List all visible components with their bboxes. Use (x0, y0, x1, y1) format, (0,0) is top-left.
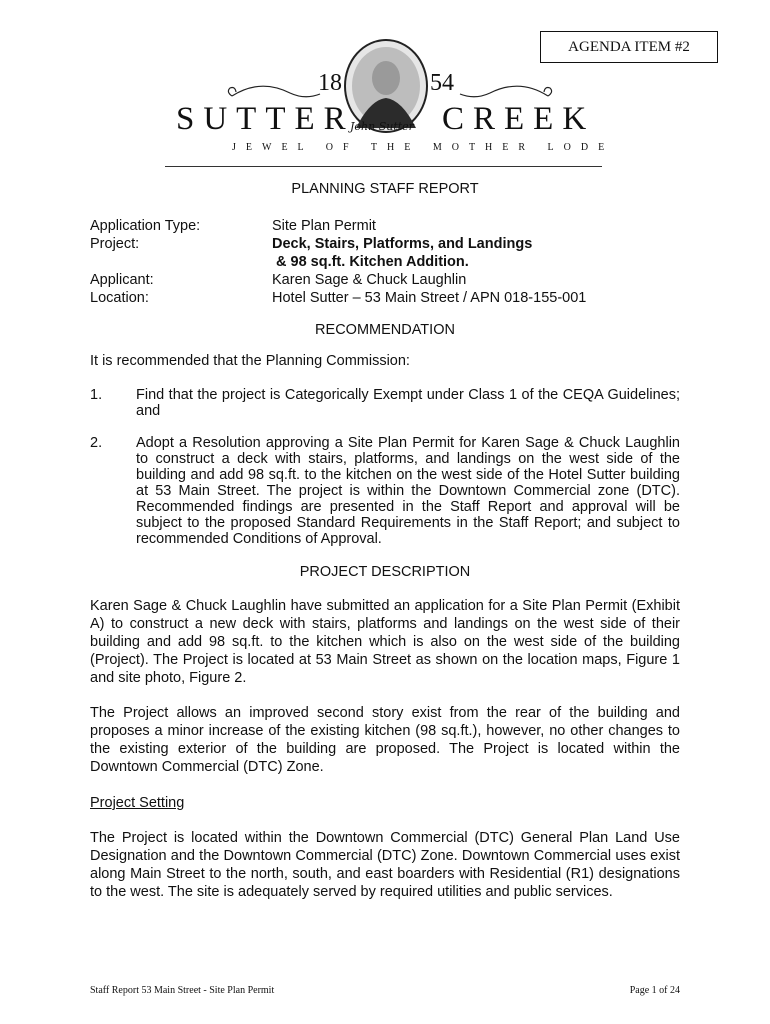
logo-word-sutter: SUTTER (176, 101, 355, 137)
report-title: PLANNING STAFF REPORT (291, 181, 479, 197)
agenda-item-box: AGENDA ITEM #2 (540, 31, 718, 63)
project-setting-para: The Project is located within the Downtown Commercial (DTC) General Plan Land Use Designation and the Downtown Commercial (DTC) Zone. Downtown Commercial uses exist along Main Street to the north, south, and east boarders with Residential (R1) designations to the west. The site is adequately served by required utilities and public services. (90, 830, 680, 900)
logo-year-left: 18 (318, 70, 342, 96)
flourish-right (460, 86, 548, 97)
application-type-label: Application Type: (90, 218, 201, 234)
recommendation-heading: RECOMMENDATION (315, 322, 455, 338)
project-label: Project: (90, 236, 140, 252)
project-description-para2: The Project allows an improved second story exist from the rear of the building and proposes a minor increase of the existing kitchen (98 sq.ft.), however, no other changes to the existing exterior of the building are proposed. The Project is located within the Downtown Commercial (DTC) Zone. (90, 705, 680, 775)
applicant-label: Applicant: (90, 272, 154, 288)
footer-report-name: Staff Report 53 Main Street - Site Plan Permit (90, 985, 275, 996)
recommendation-item-text: Adopt a Resolution approving a Site Plan Permit for Karen Sage & Chuck Laughlin to construct a deck with stairs, platforms, and landings on the west side of the building and add 98 sq.ft. to the kitchen on the west side of the Hotel Sutter building at 53 Main Street. The project is within the Downtown Commercial zone (DTC). Recommended findings are presented in the Staff Report and approval will be subject to the proposed Standard Requirements in the Staff Report; and subject to recommended Conditions of Approval. (136, 435, 680, 547)
applicant-value: Karen Sage & Chuck Laughlin (272, 272, 467, 288)
logo-year-right: 54 (430, 70, 454, 96)
location-label: Location: (90, 290, 149, 306)
recommendation-intro: It is recommended that the Planning Commission: (90, 353, 410, 369)
location-value: Hotel Sutter – 53 Main Street / APN 018-155-001 (272, 290, 587, 306)
recommendation-item-number: 2. (90, 435, 103, 451)
logo-signature: John Sutter (350, 120, 414, 133)
application-type-value: Site Plan Permit (272, 218, 376, 234)
project-description-para1: Karen Sage & Chuck Laughlin have submitted an application for a Site Plan Permit (Exhibit A) to construct a new deck with stairs, platforms and landings on the west side of their building and add 98 sq.ft. to the kitchen which is also on the west side of the building (Project). The Project is located at 53 Main Street as shown on the location maps, Figure 1 and site photo, Figure 2. (90, 598, 680, 686)
project-description-heading: PROJECT DESCRIPTION (299, 564, 471, 580)
project-setting-heading: Project Setting (90, 795, 185, 811)
project-value-line2: & 98 sq.ft. Kitchen Addition. (276, 254, 469, 270)
project-value-line1: Deck, Stairs, Platforms, and Landings (272, 236, 533, 252)
header-divider (165, 166, 602, 167)
flourish-left (232, 86, 320, 97)
logo-word-creek: CREEK (442, 101, 596, 137)
footer-page-number: Page 1 of 24 (629, 985, 680, 996)
logo-tagline: JEWEL OF THE MOTHER LODE (232, 142, 615, 153)
portrait-face (372, 61, 400, 95)
recommendation-item-text: Find that the project is Categorically Exempt under Class 1 of the CEQA Guidelines; and (136, 387, 680, 419)
recommendation-item-number: 1. (90, 387, 103, 403)
